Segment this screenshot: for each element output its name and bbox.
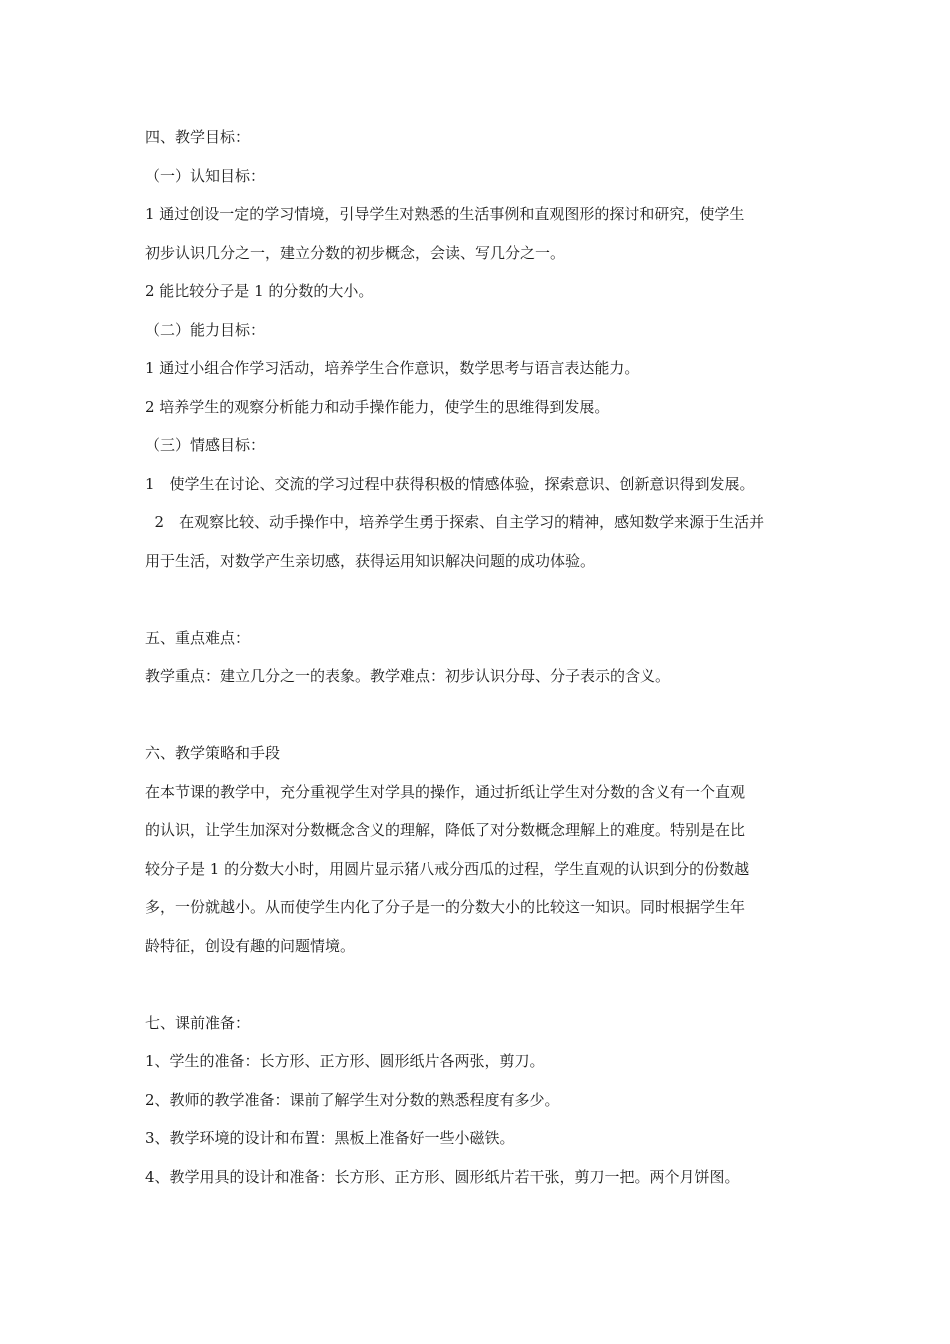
text-line: 4、教学用具的设计和准备：长方形、正方形、圆形纸片若干张，剪刀一把。两个月饼图。 <box>145 1167 740 1186</box>
text-line: 1 使学生在讨论、交流的学习过程中获得积极的情感体验，探索意识、创新意识得到发展。 <box>145 474 755 493</box>
section-heading-key-points: 五、重点难点： <box>145 628 251 647</box>
document-page <box>145 118 810 1196</box>
text-line: 的认识，让学生加深对分数概念含义的理解，降低了对分数概念理解上的难度。特别是在比 <box>145 821 746 839</box>
text-line: 较分子是 1 的分数大小时，用圆片显示猪八戒分西瓜的过程，学生直观的认识到分的份数越 <box>145 859 750 878</box>
text-line: 多，一份就越小。从而使学生内化了分子是一的分数大小的比较这一知识。同时根据学生年 <box>145 898 746 916</box>
subheading-ability: （二）能力目标： <box>145 320 266 339</box>
text-line: 用于生活，对数学产生亲切感，获得运用知识解决问题的成功体验。 <box>145 551 596 570</box>
subheading-cognitive: （一）认知目标： <box>145 166 266 185</box>
text-line: 2 在观察比较、动手操作中，培养学生勇于探索、自主学习的精神，感知数学来源于生活并 <box>145 513 765 531</box>
text-line: 3、教学环境的设计和布置：黑板上准备好一些小磁铁。 <box>145 1129 515 1147</box>
text-line: 1 通过小组合作学习活动，培养学生合作意识，数学思考与语言表达能力。 <box>145 359 640 377</box>
text-line: 教学重点：建立几分之一的表象。教学难点：初步认识分母、分子表示的含义。 <box>145 667 671 685</box>
section-heading-preparation: 七、课前准备： <box>145 1013 251 1032</box>
text-line: 在本节课的教学中，充分重视学生对学具的操作，通过折纸让学生对分数的含义有一个直观 <box>145 782 746 801</box>
text-line: 2、教师的教学准备：课前了解学生对分数的熟悉程度有多少。 <box>145 1090 560 1109</box>
text-line: 1 通过创设一定的学习情境，引导学生对熟悉的生活事例和直观图形的探讨和研究，使学生 <box>145 205 745 223</box>
text-line: 2 培养学生的观察分析能力和动手操作能力，使学生的思维得到发展。 <box>145 397 610 416</box>
text-line: 1、学生的准备：长方形、正方形、圆形纸片各两张，剪刀。 <box>145 1052 545 1070</box>
section-heading-objectives: 四、教学目标： <box>145 128 251 146</box>
text-line: 2 能比较分子是 1 的分数的大小。 <box>145 282 374 300</box>
spacer <box>145 580 810 619</box>
section-heading-strategy: 六、教学策略和手段 <box>145 744 281 762</box>
text-line: 初步认识几分之一，建立分数的初步概念，会读、写几分之一。 <box>145 243 566 262</box>
spacer <box>145 696 810 735</box>
spacer <box>145 965 810 1004</box>
subheading-emotion: （三）情感目标： <box>145 436 266 454</box>
text-line: 龄特征，创设有趣的问题情境。 <box>145 936 356 955</box>
